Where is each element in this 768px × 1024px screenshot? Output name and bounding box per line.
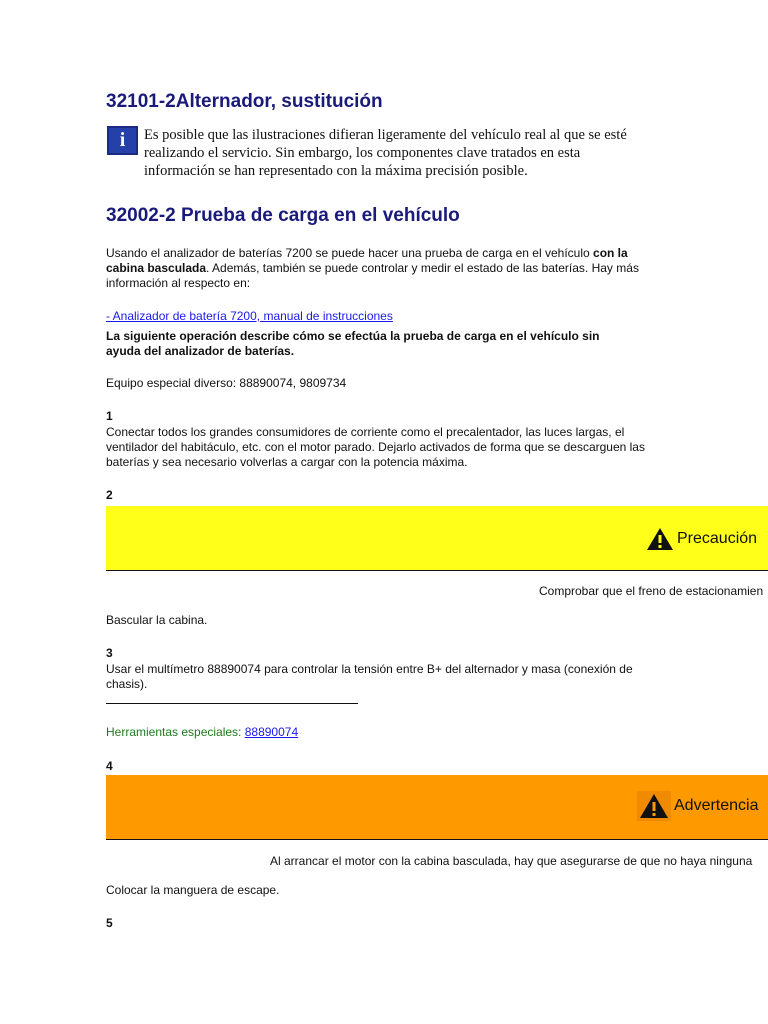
step-4-text: Colocar la manguera de escape. <box>106 883 280 897</box>
info-icon-glyph: i <box>119 129 126 151</box>
warning-triangle-icon <box>637 791 671 821</box>
tool-88890074-link[interactable]: 88890074 <box>244 725 299 739</box>
step-1-text: Conectar todos los grandes consumidores de corriente como el precalentador, las luces largas, el ventilador del habitáculo, etc. con el motor parado. Dejarlo activados de forma que se descarguen las baterías y sea necesario volverlas a cargar con la potencia máxima. <box>106 425 645 469</box>
step-number-2: 2 <box>106 488 113 502</box>
caution-triangle-icon <box>646 527 674 551</box>
tools-divider <box>106 703 358 704</box>
battery-analyzer-manual-link[interactable]: - Analizador de batería 7200, manual de instrucciones <box>106 309 393 323</box>
step-number-4: 4 <box>106 759 113 773</box>
section-title-alternador: 32101-2Alternador, sustitución <box>106 91 383 112</box>
caution-divider <box>106 570 768 571</box>
special-tools-line <box>106 725 298 739</box>
warning-banner <box>106 775 768 839</box>
caution-text: Comprobar que el freno de estacionamien <box>539 584 764 598</box>
warning-divider <box>106 839 768 840</box>
operation-description: La siguiente operación describe cómo se efectúa la prueba de carga en el vehículo sin ayuda del analizador de baterías. <box>106 329 600 358</box>
intro-text-part1: Usando el analizador de baterías 7200 se puede hacer una prueba de carga en el vehículo <box>106 246 594 260</box>
info-note-text: Es posible que las ilustraciones difieran ligeramente del vehículo real al que se esté realizando el servicio. Sin embargo, los componentes clave tratados en esta información se han representado con la máxima precisión posible. <box>144 127 627 179</box>
caution-banner <box>106 506 768 570</box>
caution-label-group <box>646 527 757 551</box>
warning-text: Al arrancar el motor con la cabina basculada, hay que asegurarse de que no haya ninguna <box>270 854 753 868</box>
intro-text-part2: . Además, también se puede controlar y medir el estado de las baterías. Hay más información al respecto en: <box>106 261 639 290</box>
intro-paragraph <box>106 246 661 291</box>
special-equipment-text: Equipo especial diverso: 88890074, 9809734 <box>106 376 347 390</box>
step-2-text: Bascular la cabina. <box>106 613 208 627</box>
caution-label: Precaución <box>677 530 758 547</box>
section-title-prueba-carga: 32002-2 Prueba de carga en el vehículo <box>106 205 460 226</box>
info-icon <box>107 126 138 155</box>
intro-text-bold: con la cabina basculada <box>106 246 628 275</box>
step-number-1: 1 <box>106 409 113 423</box>
step-3-text: Usar el multímetro 88890074 para controlar la tensión entre B+ del alternador y masa (conexión de chasis). <box>106 662 633 691</box>
special-tools-label: Herramientas especiales: <box>106 725 245 739</box>
step-number-3: 3 <box>106 646 113 660</box>
warning-label-group <box>637 791 759 821</box>
step-number-5: 5 <box>106 916 113 930</box>
warning-label: Advertencia <box>674 797 759 814</box>
